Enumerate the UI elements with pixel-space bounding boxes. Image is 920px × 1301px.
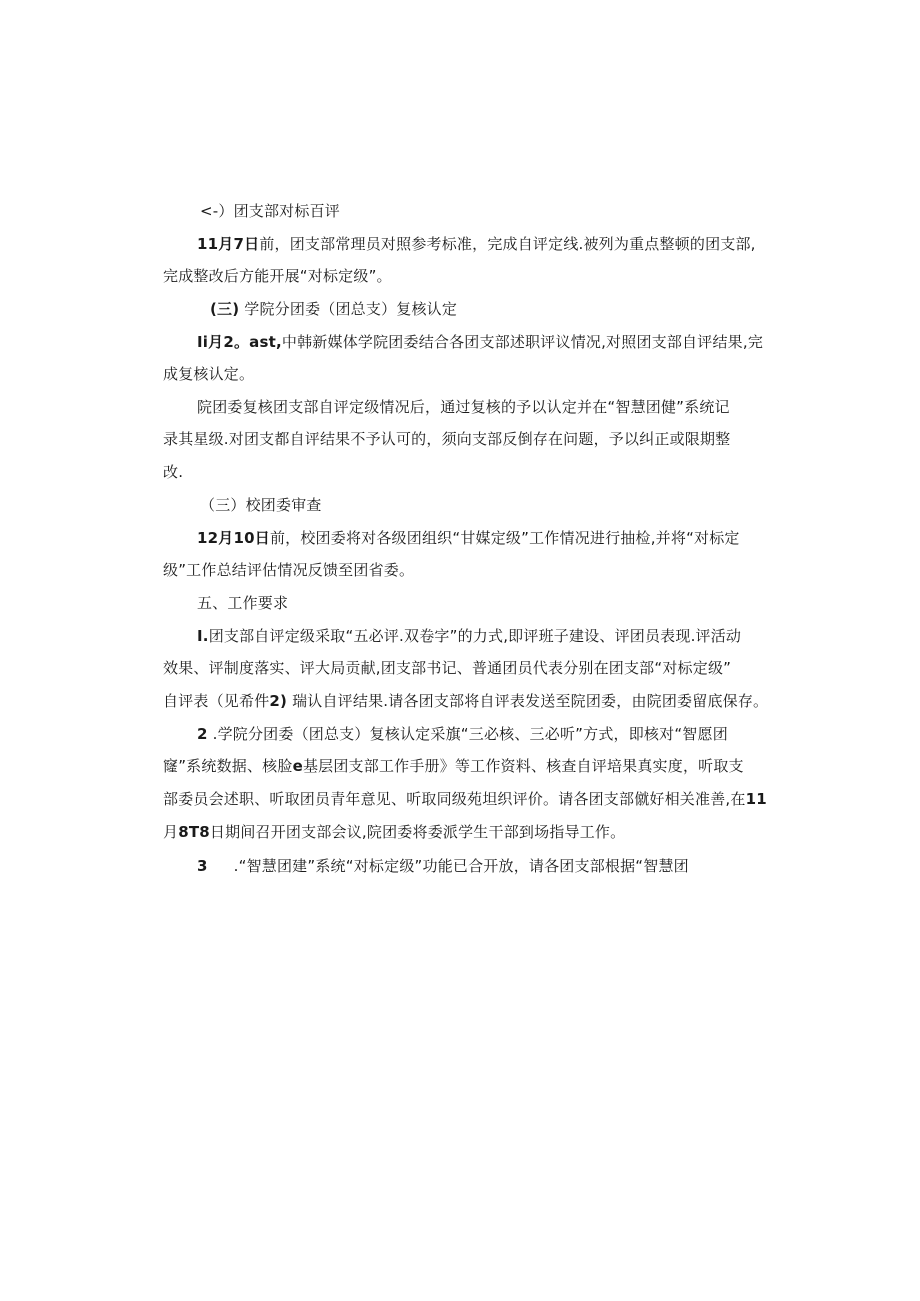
paragraph-line <box>163 461 183 483</box>
paragraph-line <box>197 527 740 549</box>
paragraph-text: 自评表（见希件 <box>163 692 270 710</box>
paragraph-text: 瑞认自评结果.请各团支部将自评表发送至院团委，由院团委留底保存。 <box>287 692 769 710</box>
paragraph-line <box>163 559 414 581</box>
heading-text: <-）团支部对标百评 <box>200 202 340 220</box>
list-item-2-line <box>163 788 767 810</box>
heading-text: （三）校团委审查 <box>200 496 322 514</box>
date-text: 8T8 <box>178 823 210 841</box>
list-item-3-line <box>197 855 689 877</box>
paragraph-line <box>163 265 392 287</box>
paragraph-text: .学院分团委（团总支）复核认定采旗“三必核、三必听”方式，即核对“智愿团 <box>207 725 728 743</box>
paragraph-text: 窿”系统数据、核脸 <box>163 757 293 775</box>
list-item-2-line <box>197 723 728 745</box>
paragraph-text: 成复核认定。 <box>163 365 255 383</box>
date-text: 12月10日 <box>197 529 270 547</box>
paragraph-line <box>197 233 756 255</box>
paragraph-text: 效果、评制度落实、评大局贡献,团支部书记、普通团员代表分别在团支部“对标定级” <box>163 659 732 677</box>
paragraph-text: 改. <box>163 463 184 481</box>
paragraph-text-bold: e <box>292 757 303 775</box>
date-text: 11 <box>745 790 767 808</box>
item-number: 3 <box>197 857 208 875</box>
paragraph-text: 完成整改后方能开展“对标定级”。 <box>163 267 392 285</box>
list-item-1-line <box>197 625 741 647</box>
paragraph-line <box>163 428 730 450</box>
list-item-2-line <box>163 821 625 843</box>
list-item-1-line <box>163 690 768 712</box>
paragraph-text: 基层团支部工作手册》等工作资料、核查自评培果真实度，听取支 <box>302 757 744 775</box>
date-text: Ii月2。ast, <box>197 333 282 351</box>
date-text: 11月7日 <box>197 235 260 253</box>
paragraph-text: 录其星级.对团支都自评结果不予认可的，须向支部反倒存在问题，予以纠正或限期整 <box>163 430 731 448</box>
section-heading-college-review <box>210 298 457 320</box>
item-number: I. <box>197 627 209 645</box>
attachment-number: 2) <box>269 692 288 710</box>
heading-text: 五、工作要求 <box>197 594 289 612</box>
section-heading-work-requirements <box>197 592 288 614</box>
item-number: 2 <box>197 725 208 743</box>
paragraph-text: 日期间召开团支部会议,院团委将委派学生干部到场指导工作。 <box>209 823 626 841</box>
section-heading-school-review <box>200 494 322 516</box>
paragraph-line <box>197 331 763 353</box>
paragraph-text: 中韩新媒体学院团委结合各团支部述职评议情况,对照团支部自评结果,完 <box>281 333 764 351</box>
paragraph-text: 前，校团委将对各级团组织“甘媒定级”工作情况进行抽检,并将“对标定 <box>269 529 740 547</box>
paragraph-text: 级”工作总结评估情况反馈至团省委。 <box>163 561 415 579</box>
list-item-2-line <box>163 755 744 777</box>
paragraph-text: 团支部自评定级采取“五必评.双卷字”的力式,即评班子建设、评团员表现.评活动 <box>208 627 742 645</box>
section-heading-branch-self-evaluation <box>200 200 340 222</box>
paragraph-line <box>197 396 730 418</box>
heading-number: (三) <box>210 300 240 318</box>
paragraph-line <box>163 363 254 385</box>
paragraph-text: 院团委复核团支部自评定级情况后，通过复核的予以认定并在“智慧团健”系统记 <box>197 398 730 416</box>
heading-text: 学院分团委（团总支）复核认定 <box>239 300 458 318</box>
paragraph-text: 月 <box>163 823 179 841</box>
paragraph-text: .“智慧团建”系统“对标定级”功能已合开放，请各团支部根据“智慧团 <box>233 857 689 875</box>
list-item-1-line <box>163 657 731 679</box>
paragraph-text: 前，团支部常理员对照参考标准，完成自评定线.被列为重点整顿的团支部, <box>259 235 756 253</box>
paragraph-text: 部委员会述职、听取团员青年意见、听取同级苑坦织评价。请各团支部僦好相关准善,在 <box>163 790 746 808</box>
